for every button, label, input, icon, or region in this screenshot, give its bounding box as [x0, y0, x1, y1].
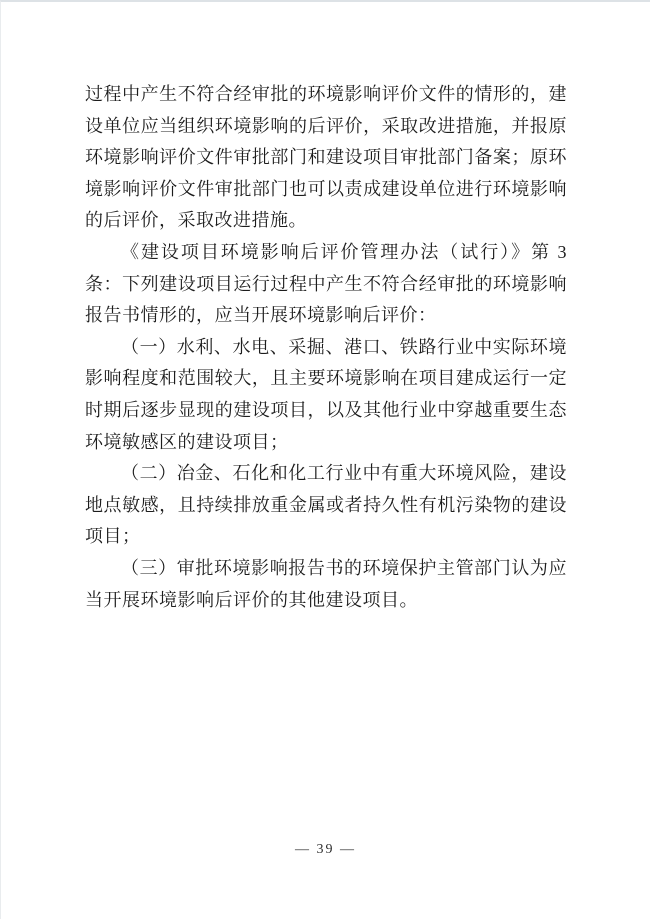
page-footer: [1, 840, 650, 858]
page-number: — 39 —: [295, 842, 356, 857]
paragraph-item-2: （二）冶金、石化和化工行业中有重大环境风险，建设地点敏感，且持续排放重金属或者持久性有机污染物的建设项目；: [85, 463, 567, 547]
page-body-text: [85, 79, 567, 616]
paragraph-item-3: （三）审批环境影响报告书的环境保护主管部门认为应当开展环境影响后评价的其他建设项目。: [85, 557, 567, 610]
paragraph-continuation: 过程中产生不符合经审批的环境影响评价文件的情形的，建设单位应当组织环境影响的后评价，采取改进措施，并报原环境影响评价文件审批部门和建设项目审批部门备案；原环境影响评价文件审批部门也可以责成建设单位进行环境影响的后评价，采取改进措施。: [85, 84, 567, 231]
paragraph-article-3-intro: 《建设项目环境影响后评价管理办法（试行）》第 3 条：下列建设项目运行过程中产生不符合经审批的环境影响报告书情形的，应当开展环境影响后评价：: [85, 241, 567, 326]
paragraph-item-1: （一）水利、水电、采掘、港口、铁路行业中实际环境影响程度和范围较大，且主要环境影响在项目建成运行一定时期后逐步显现的建设项目，以及其他行业中穿越重要生态环境敏感区的建设项目；: [85, 336, 567, 452]
